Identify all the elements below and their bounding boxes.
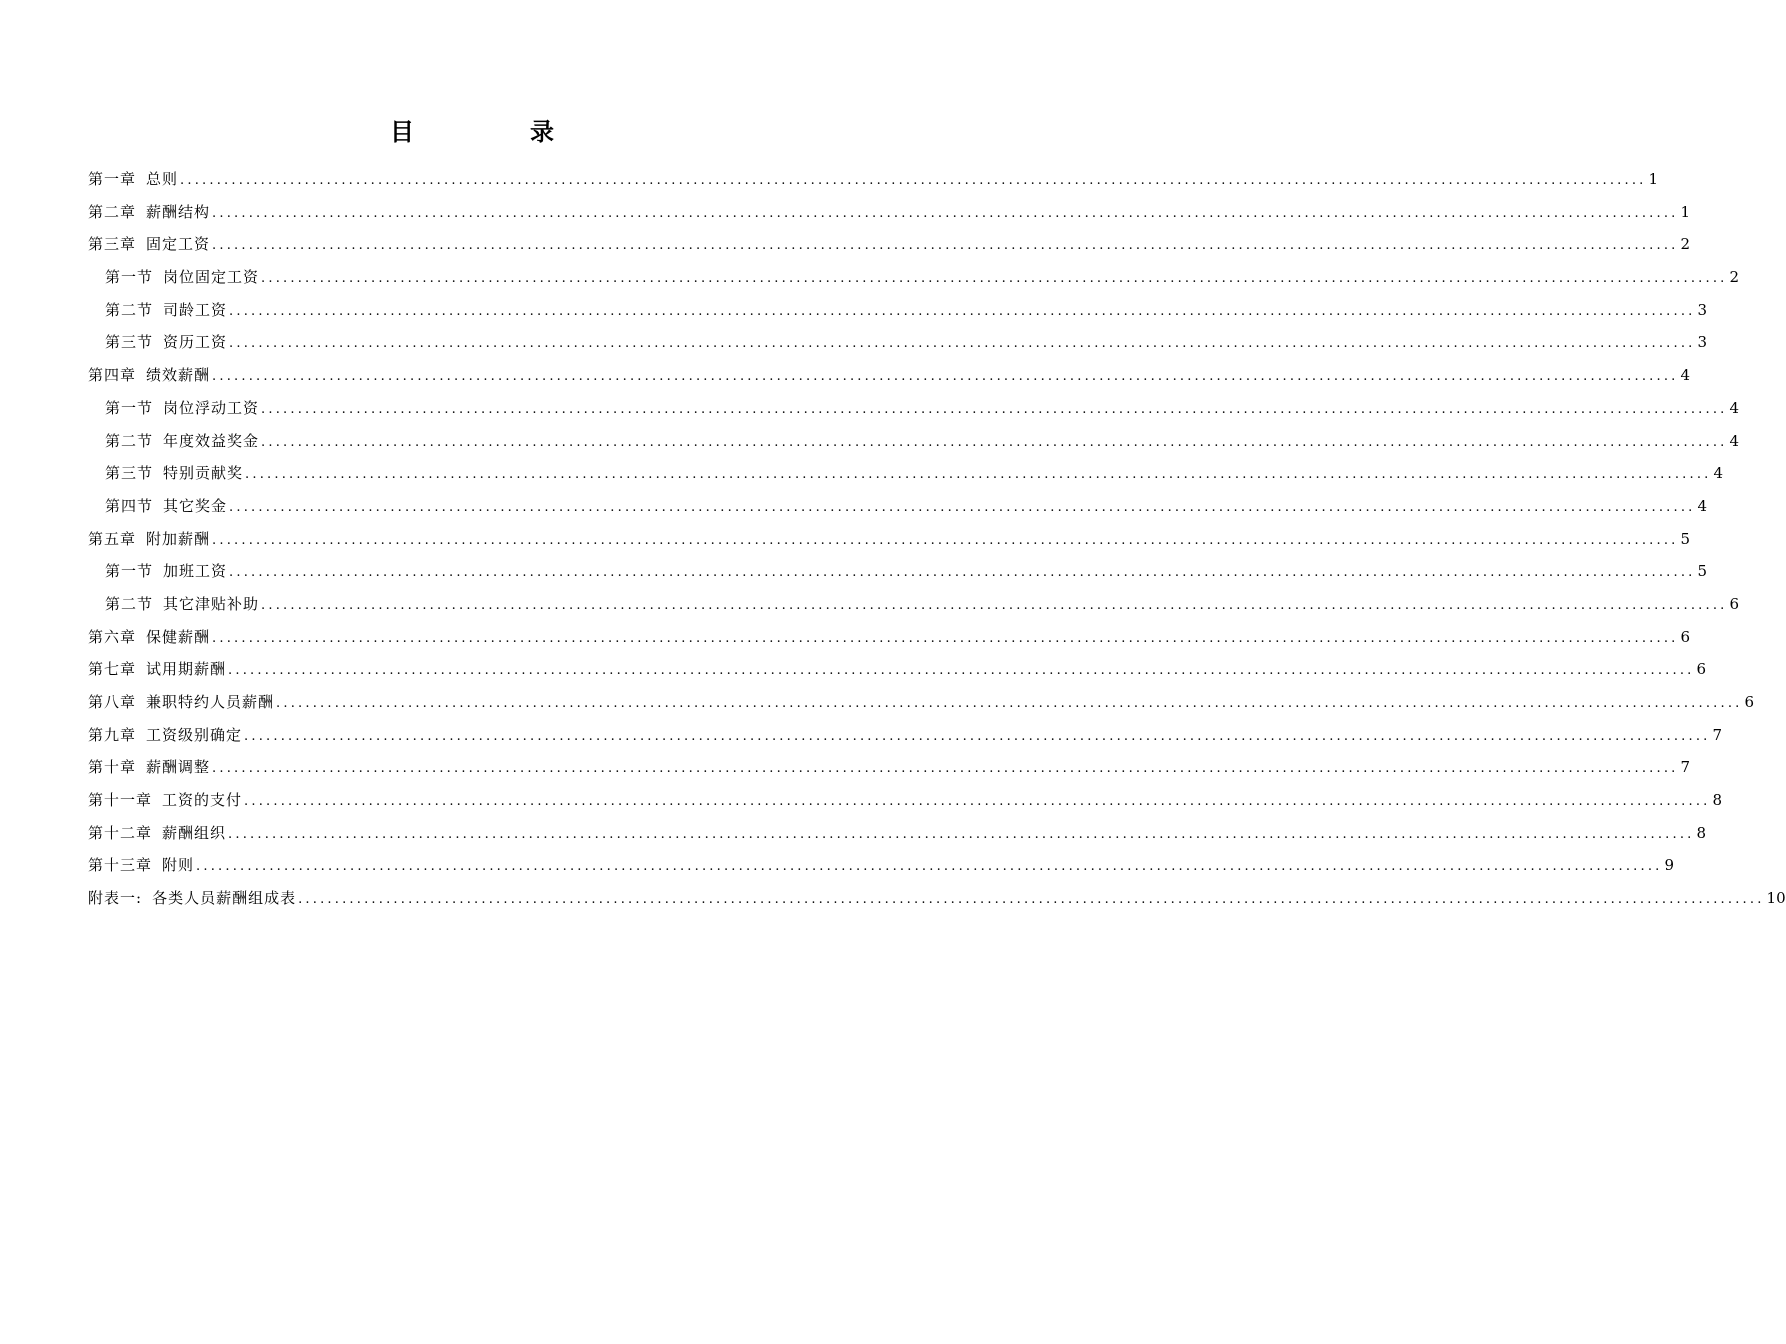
toc-entry-page-number: 4 <box>1680 366 1691 385</box>
toc-entry-number: 第十章 <box>88 758 137 777</box>
toc-entry-chapter[interactable] <box>88 621 1691 654</box>
toc-entry-label <box>88 849 194 882</box>
toc-entry-label <box>88 196 210 229</box>
toc-entry-title: 兼职特约人员薪酬 <box>146 693 275 711</box>
toc-dot-leader: ........................................................................................................................................................................................................ <box>229 499 1696 515</box>
toc-dot-leader: ........................................................................................................................................................................................................ <box>276 696 1743 711</box>
toc-title-char-2: 录 <box>530 118 560 146</box>
toc-entry-section[interactable] <box>88 261 1740 294</box>
toc-entry-chapter[interactable] <box>88 359 1691 392</box>
toc-entry-label <box>88 523 210 556</box>
toc-dot-leader: ........................................................................................................................................................................................................ <box>212 761 1679 777</box>
toc-dot-leader: ........................................................................................................................................................................................................ <box>245 467 1712 483</box>
toc-entry-page-number: 6 <box>1696 660 1707 679</box>
toc-dot-leader: ........................................................................................................................................................................................................ <box>228 663 1695 679</box>
toc-entry-label <box>88 719 242 752</box>
toc-entry-number: 第十二章 <box>88 823 153 842</box>
toc-dot-leader: ........................................................................................................................................................................................................ <box>229 565 1696 581</box>
toc-entry-page-number: 10 <box>1766 889 1786 908</box>
toc-entry-number: 第一节 <box>105 398 154 417</box>
toc-entry-chapter[interactable] <box>88 523 1691 556</box>
toc-entry-label <box>88 686 274 719</box>
toc-entry-section[interactable] <box>88 457 1724 490</box>
toc-dot-leader: ........................................................................................................................................................................................................ <box>261 434 1728 450</box>
toc-entry-title: 特别贡献奖 <box>163 464 244 483</box>
toc-entry-number: 第五章 <box>88 529 137 548</box>
toc-entry-label <box>88 621 210 654</box>
toc-entry-label <box>105 555 227 588</box>
toc-entry-title: 年度效益奖金 <box>163 431 260 450</box>
toc-dot-leader: ........................................................................................................................................................................................................ <box>229 303 1696 319</box>
toc-entry-number: 第二节 <box>105 594 154 613</box>
toc-entry-label <box>88 817 226 850</box>
toc-entry-label <box>105 326 227 359</box>
toc-entry-chapter[interactable] <box>88 882 1786 915</box>
toc-entry-chapter[interactable] <box>88 163 1659 196</box>
toc-entry-title: 岗位浮动工资 <box>163 398 260 417</box>
toc-entry-number: 第七章 <box>88 660 137 679</box>
toc-entry-number: 第一节 <box>105 562 154 581</box>
toc-entry-number: 第六章 <box>88 627 137 646</box>
toc-entry-chapter[interactable] <box>88 849 1675 882</box>
toc-entry-title: 保健薪酬 <box>146 627 211 646</box>
toc-dot-leader: ........................................................................................................................................................................................................ <box>212 369 1679 385</box>
toc-entry-label <box>105 261 259 294</box>
toc-entry-label <box>105 490 227 523</box>
toc-entry-page-number: 7 <box>1680 758 1691 777</box>
toc-entry-label <box>88 359 210 392</box>
toc-entry-page-number: 8 <box>1712 791 1723 810</box>
toc-entry-label <box>88 228 210 261</box>
toc-entry-number: 第四章 <box>88 366 137 385</box>
toc-entry-chapter[interactable] <box>88 784 1723 817</box>
toc-entry-number: 第一节 <box>105 268 154 287</box>
toc-entry-chapter[interactable] <box>88 196 1691 229</box>
toc-entry-title: 其它津贴补助 <box>163 594 260 613</box>
toc-entry-page-number: 4 <box>1697 496 1708 515</box>
toc-entry-label <box>105 294 227 327</box>
toc-dot-leader: ........................................................................................................................................................................................................ <box>212 532 1679 548</box>
toc-entry-number: 第十一章 <box>88 791 153 810</box>
toc-dot-leader: ........................................................................................................................................................................................................ <box>244 794 1711 810</box>
toc-entry-title: 资历工资 <box>163 333 228 352</box>
toc-dot-leader: ........................................................................................................................................................................................................ <box>244 728 1711 744</box>
toc-entry-number: 第四节 <box>105 496 154 515</box>
toc-entry-section[interactable] <box>88 392 1740 425</box>
toc-entry-label <box>105 425 259 458</box>
toc-entry-chapter[interactable] <box>88 653 1707 686</box>
toc-entry-number: 第三节 <box>105 333 154 352</box>
toc-entry-title: 司龄工资 <box>163 300 228 319</box>
toc-entry-chapter[interactable] <box>88 686 1755 719</box>
toc-entry-page-number: 2 <box>1680 235 1691 254</box>
toc-entry-page-number: 6 <box>1680 627 1691 646</box>
toc-entry-page-number: 9 <box>1664 856 1675 875</box>
toc-entry-section[interactable] <box>88 490 1708 523</box>
toc-entry-page-number: 3 <box>1697 333 1708 352</box>
toc-entry-label <box>88 163 178 196</box>
toc-dot-leader: ........................................................................................................................................................................................................ <box>261 401 1728 417</box>
toc-dot-leader: ........................................................................................................................................................................................................ <box>261 597 1728 613</box>
toc-entry-label <box>88 653 226 686</box>
toc-entry-title: 附则 <box>162 856 195 875</box>
toc-entry-number: 第二章 <box>88 202 137 221</box>
toc-entry-section[interactable] <box>88 294 1708 327</box>
toc-dot-leader: ........................................................................................................................................................................................................ <box>229 336 1696 352</box>
toc-entry-label <box>105 392 259 425</box>
toc-entry-title: 总则 <box>146 170 179 188</box>
toc-entry-page-number: 4 <box>1713 464 1724 483</box>
toc-entry-number: 第二节 <box>105 431 154 450</box>
toc-entry-number: 第三章 <box>88 235 137 254</box>
toc-entry-chapter[interactable] <box>88 228 1691 261</box>
toc-entry-title: 薪酬调整 <box>146 758 211 777</box>
toc-entry-section[interactable] <box>88 326 1708 359</box>
toc-entry-number: 第十三章 <box>88 856 153 875</box>
toc-entry-label <box>88 751 210 784</box>
toc-entry-title: 其它奖金 <box>163 496 228 515</box>
toc-entry-section[interactable] <box>88 555 1708 588</box>
toc-entry-title: 工资的支付 <box>162 791 243 810</box>
toc-dot-leader: ........................................................................................................................................................................................................ <box>212 238 1679 254</box>
toc-entry-title: 薪酬结构 <box>146 202 211 221</box>
toc-entry-number: 第九章 <box>88 725 137 744</box>
toc-entry-title: 试用期薪酬 <box>146 660 227 679</box>
toc-entry-page-number: 4 <box>1729 398 1740 417</box>
toc-entry-title: 工资级别确定 <box>146 725 243 744</box>
toc-entry-page-number: 8 <box>1696 823 1707 842</box>
toc-entry-page-number: 6 <box>1744 693 1755 711</box>
toc-entry-label <box>88 784 242 817</box>
toc-entry-page-number: 5 <box>1680 529 1691 548</box>
toc-entry-chapter[interactable] <box>88 719 1723 752</box>
toc-entry-page-number: 1 <box>1648 170 1659 188</box>
toc-entry-title: 绩效薪酬 <box>146 366 211 385</box>
toc-entry-title: 薪酬组织 <box>162 823 227 842</box>
toc-entry-page-number: 7 <box>1712 725 1723 744</box>
toc-entry-label <box>88 882 296 915</box>
toc-entry-page-number: 2 <box>1729 268 1740 287</box>
toc-entry-title: 加班工资 <box>163 562 228 581</box>
toc-entry-title: 固定工资 <box>146 235 211 254</box>
toc-entry-number: 第二节 <box>105 300 154 319</box>
toc-entry-chapter[interactable] <box>88 751 1691 784</box>
toc-dot-leader: ........................................................................................................................................................................................................ <box>212 630 1679 646</box>
toc-dot-leader: ........................................................................................................................................................................................................ <box>228 826 1695 842</box>
toc-entry-page-number: 6 <box>1729 594 1740 613</box>
table-of-contents <box>88 163 1786 915</box>
toc-dot-leader: ........................................................................................................................................................................................................ <box>298 892 1765 908</box>
toc-entry-title: 附加薪酬 <box>146 529 211 548</box>
toc-entry-label <box>105 457 243 490</box>
toc-title <box>0 112 950 152</box>
toc-entry-number: 第一章 <box>88 170 137 188</box>
toc-dot-leader: ........................................................................................................................................................................................................ <box>196 859 1663 875</box>
toc-entry-number: 第三节 <box>105 464 154 483</box>
toc-dot-leader: ........................................................................................................................................................................................................ <box>261 271 1728 287</box>
toc-title-char-1: 目 <box>390 118 420 146</box>
toc-entry-page-number: 3 <box>1697 300 1708 319</box>
toc-entry-number: 第八章 <box>88 693 137 711</box>
toc-entry-page-number: 1 <box>1680 202 1691 221</box>
toc-entry-page-number: 5 <box>1697 562 1708 581</box>
toc-entry-chapter[interactable] <box>88 817 1707 850</box>
toc-entry-page-number: 4 <box>1729 431 1740 450</box>
toc-entry-section[interactable] <box>88 425 1740 458</box>
toc-entry-section[interactable] <box>88 588 1740 621</box>
toc-entry-title: 各类人员薪酬组成表 <box>152 889 297 908</box>
toc-entry-label <box>105 588 259 621</box>
toc-dot-leader: ........................................................................................................................................................................................................ <box>212 205 1679 221</box>
toc-dot-leader: ........................................................................................................................................................................................................ <box>180 173 1647 188</box>
toc-entry-title: 岗位固定工资 <box>163 268 260 287</box>
toc-entry-number: 附表一: <box>88 889 143 908</box>
